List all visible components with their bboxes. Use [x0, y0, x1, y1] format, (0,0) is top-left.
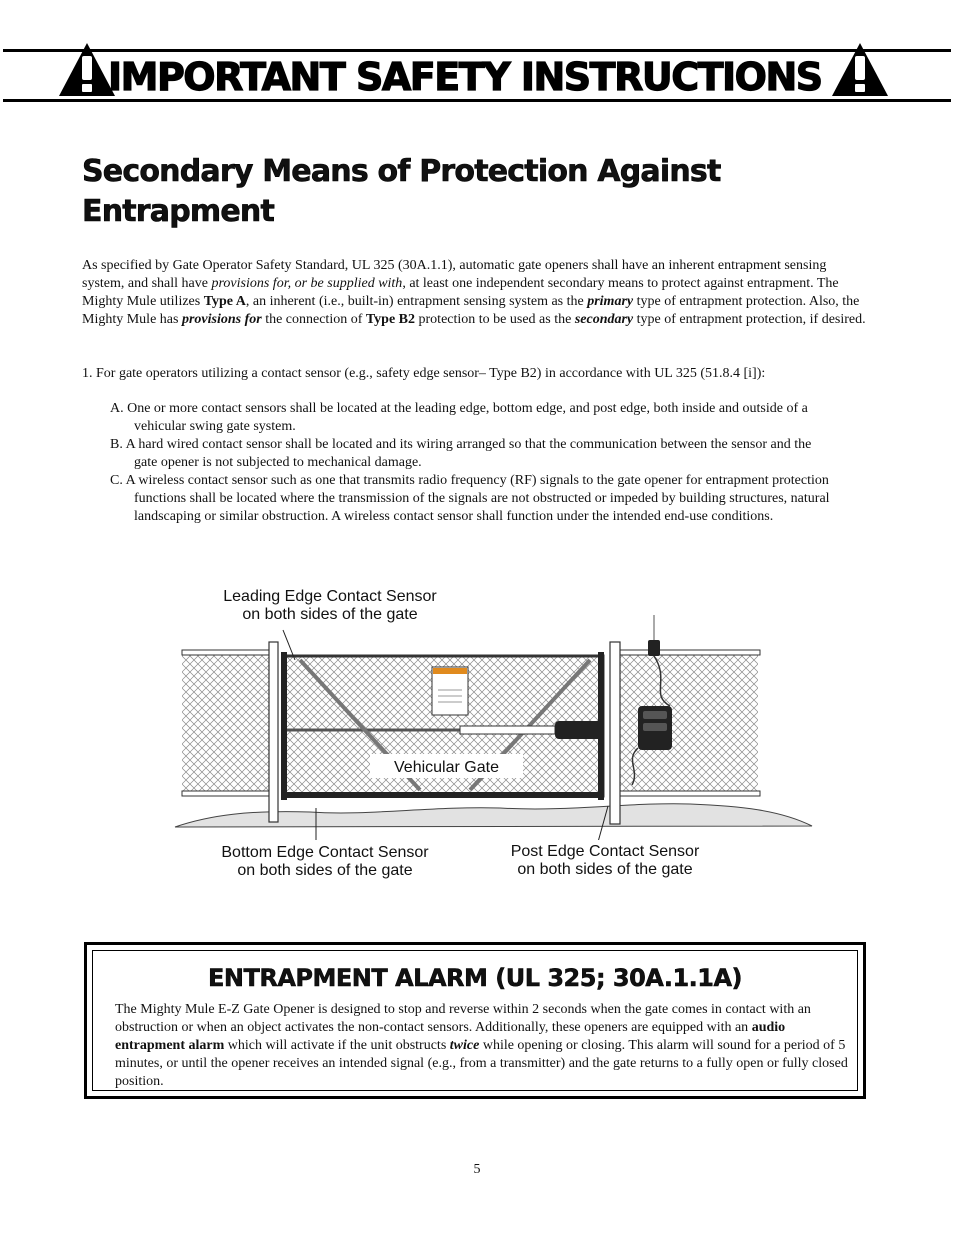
item-1: 1. For gate operators utilizing a contact sensor (e.g., safety edge sensor– Type B2) in accordance with UL 325 (51.8.4 [i]): [82, 366, 766, 381]
entrapment-alarm-box [84, 942, 866, 1099]
callout-line: on both sides of the gate [242, 606, 418, 623]
list-item: B. A hard wired contact sensor shall be located and its wiring arranged so that the communication between the sensor and the gate opener is not subjected to mechanical damage. [110, 437, 812, 470]
section-title: Secondary Means of Protection Against Entrapment [82, 154, 721, 229]
callout-line: Post Edge Contact Sensor [510, 843, 700, 860]
left-fence-mesh [182, 654, 274, 794]
alarm-inner-border [92, 950, 858, 1091]
warning-sign [432, 667, 468, 715]
warning-triangle-icon [830, 40, 890, 98]
callout-line: Bottom Edge Contact Sensor [221, 844, 429, 861]
callout-line: on both sides of the gate [237, 862, 413, 879]
alarm-title: ENTRAPMENT ALARM (UL 325; 30A.1.1A) [208, 964, 742, 992]
page-number: 5 [473, 1162, 481, 1177]
left-post [269, 642, 278, 822]
vehicular-gate-label: Vehicular Gate [394, 759, 499, 776]
post-edge-callout [485, 843, 725, 879]
list-item: C. A wireless contact sensor such as one that transmits radio frequency (RF) signals to the gate opener for entrapment protection functions shall be located where the transmission of the signals are not obstructed or impeded by building structures, natural landscaping or similar obstruction. A wireless contact sensor shall function under the intended end-use conditions. [110, 473, 830, 524]
intro-paragraph: As specified by Gate Operator Safety Standard, UL 325 (30A.1.1), automatic gate openers shall have an inherent entrapment sensing system, and shall have provisions for, or be supplied with, at least one independent secondary means to protect against entrapment. The Mighty Mule utilizes Type A, an inherent (i.e., built-in) entrapment sensing system as the primary type of entrapment protection. Also, the Mighty Mule has provisions for the connection of Type B2 protection to be used as the secondary type of entrapment protection, if desired. [82, 258, 866, 327]
callout-line: Leading Edge Contact Sensor [223, 588, 437, 605]
bottom-edge-callout [200, 844, 450, 880]
opener-arm [460, 726, 555, 734]
opener-motor [555, 721, 603, 739]
right-post [610, 642, 620, 824]
requirements-list [110, 400, 830, 526]
header-title: IMPORTANT SAFETY INSTRUCTIONS [108, 55, 822, 99]
antenna-box [648, 640, 660, 656]
list-item: A. One or more contact sensors shall be located at the leading edge, bottom edge, and post edge, both inside and outside of a vehicular swing gate system. [110, 401, 808, 434]
alarm-text: The Mighty Mule E-Z Gate Opener is designed to stop and reverse within 2 seconds when the gate comes in contact with an obstruction or when an object activates the non-contact sensors. Additionally, these openers are equipped with an audio entrapment alarm which will activate if the unit obstructs twice while opening or closing. This alarm will sound for a period of 5 minutes, or until the opener receives an intended signal (e.g., from a transmitter) and the gate returns to a fully open or fully closed position. [115, 1002, 848, 1089]
callout-line: on both sides of the gate [517, 861, 693, 878]
leading-edge-callout [205, 588, 455, 624]
